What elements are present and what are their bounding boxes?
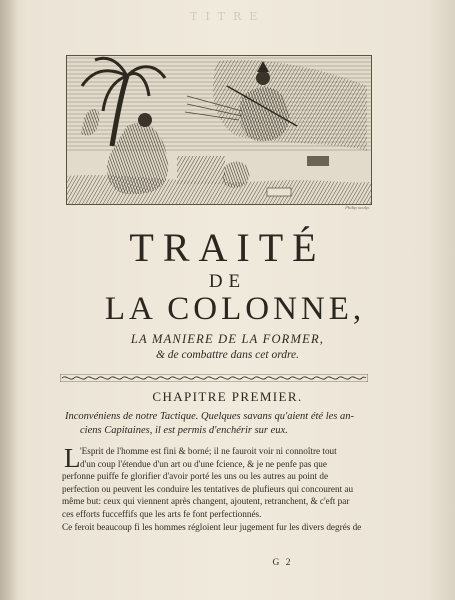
title-traite: TRAITÉ <box>129 225 326 270</box>
drop-cap: L <box>64 443 81 473</box>
chapter-heading: CHAPITRE PREMIER. <box>152 389 303 404</box>
subtitle-line-2: & de combattre dans cet ordre. <box>155 349 300 361</box>
page-gutter-shadow <box>0 0 18 600</box>
chapter-summary <box>65 410 365 437</box>
title-de: DE <box>208 271 247 292</box>
engraving-vignette <box>66 55 372 205</box>
body-line: perfection ou peuvent les conduire les tentatives de plufieurs qui concourent au <box>62 483 354 494</box>
bleed-through-text: TITRE <box>190 10 266 23</box>
subtitle-line-1: LA MANIERE DE LA FORMER, <box>130 332 325 346</box>
title-la-colonne: LA COLONNE, <box>104 291 366 327</box>
engraving-illustration <box>67 56 371 204</box>
body-line: même but: ceux qui viennent après changent, ajoutent, retranchent, & c'eft par <box>62 496 350 507</box>
body-text <box>62 445 370 533</box>
body-line: perfonne puiffe fe glorifier d'avoir porté les uns ou les autres au point de <box>62 471 329 482</box>
body-line: Ce feroit beaucoup fi les hommes régloient leur jugement fur les divers degrés de <box>62 521 362 532</box>
body-line: d'un coup l'étendue d'un art ou d'une fcience, & je ne penfe pas que <box>80 458 327 469</box>
summary-line-2: ciens Capitaines, il est permis d'enchérir sur eux. <box>80 424 288 436</box>
ornamental-rule <box>60 374 368 382</box>
body-line: 'Esprit de l'homme est fini & borné; il ne fauroit voir ni connoître tout <box>80 446 337 456</box>
summary-line-1: Inconvéniens de notre Tactique. Quelques savans qu'aient été les an- <box>65 411 354 422</box>
engraver-credit: Philip sculp. <box>345 205 370 210</box>
body-line: ces efforts fucceffifs que les arts fe font perfectionnés. <box>62 508 262 519</box>
signature-mark: G 2 <box>272 558 293 568</box>
